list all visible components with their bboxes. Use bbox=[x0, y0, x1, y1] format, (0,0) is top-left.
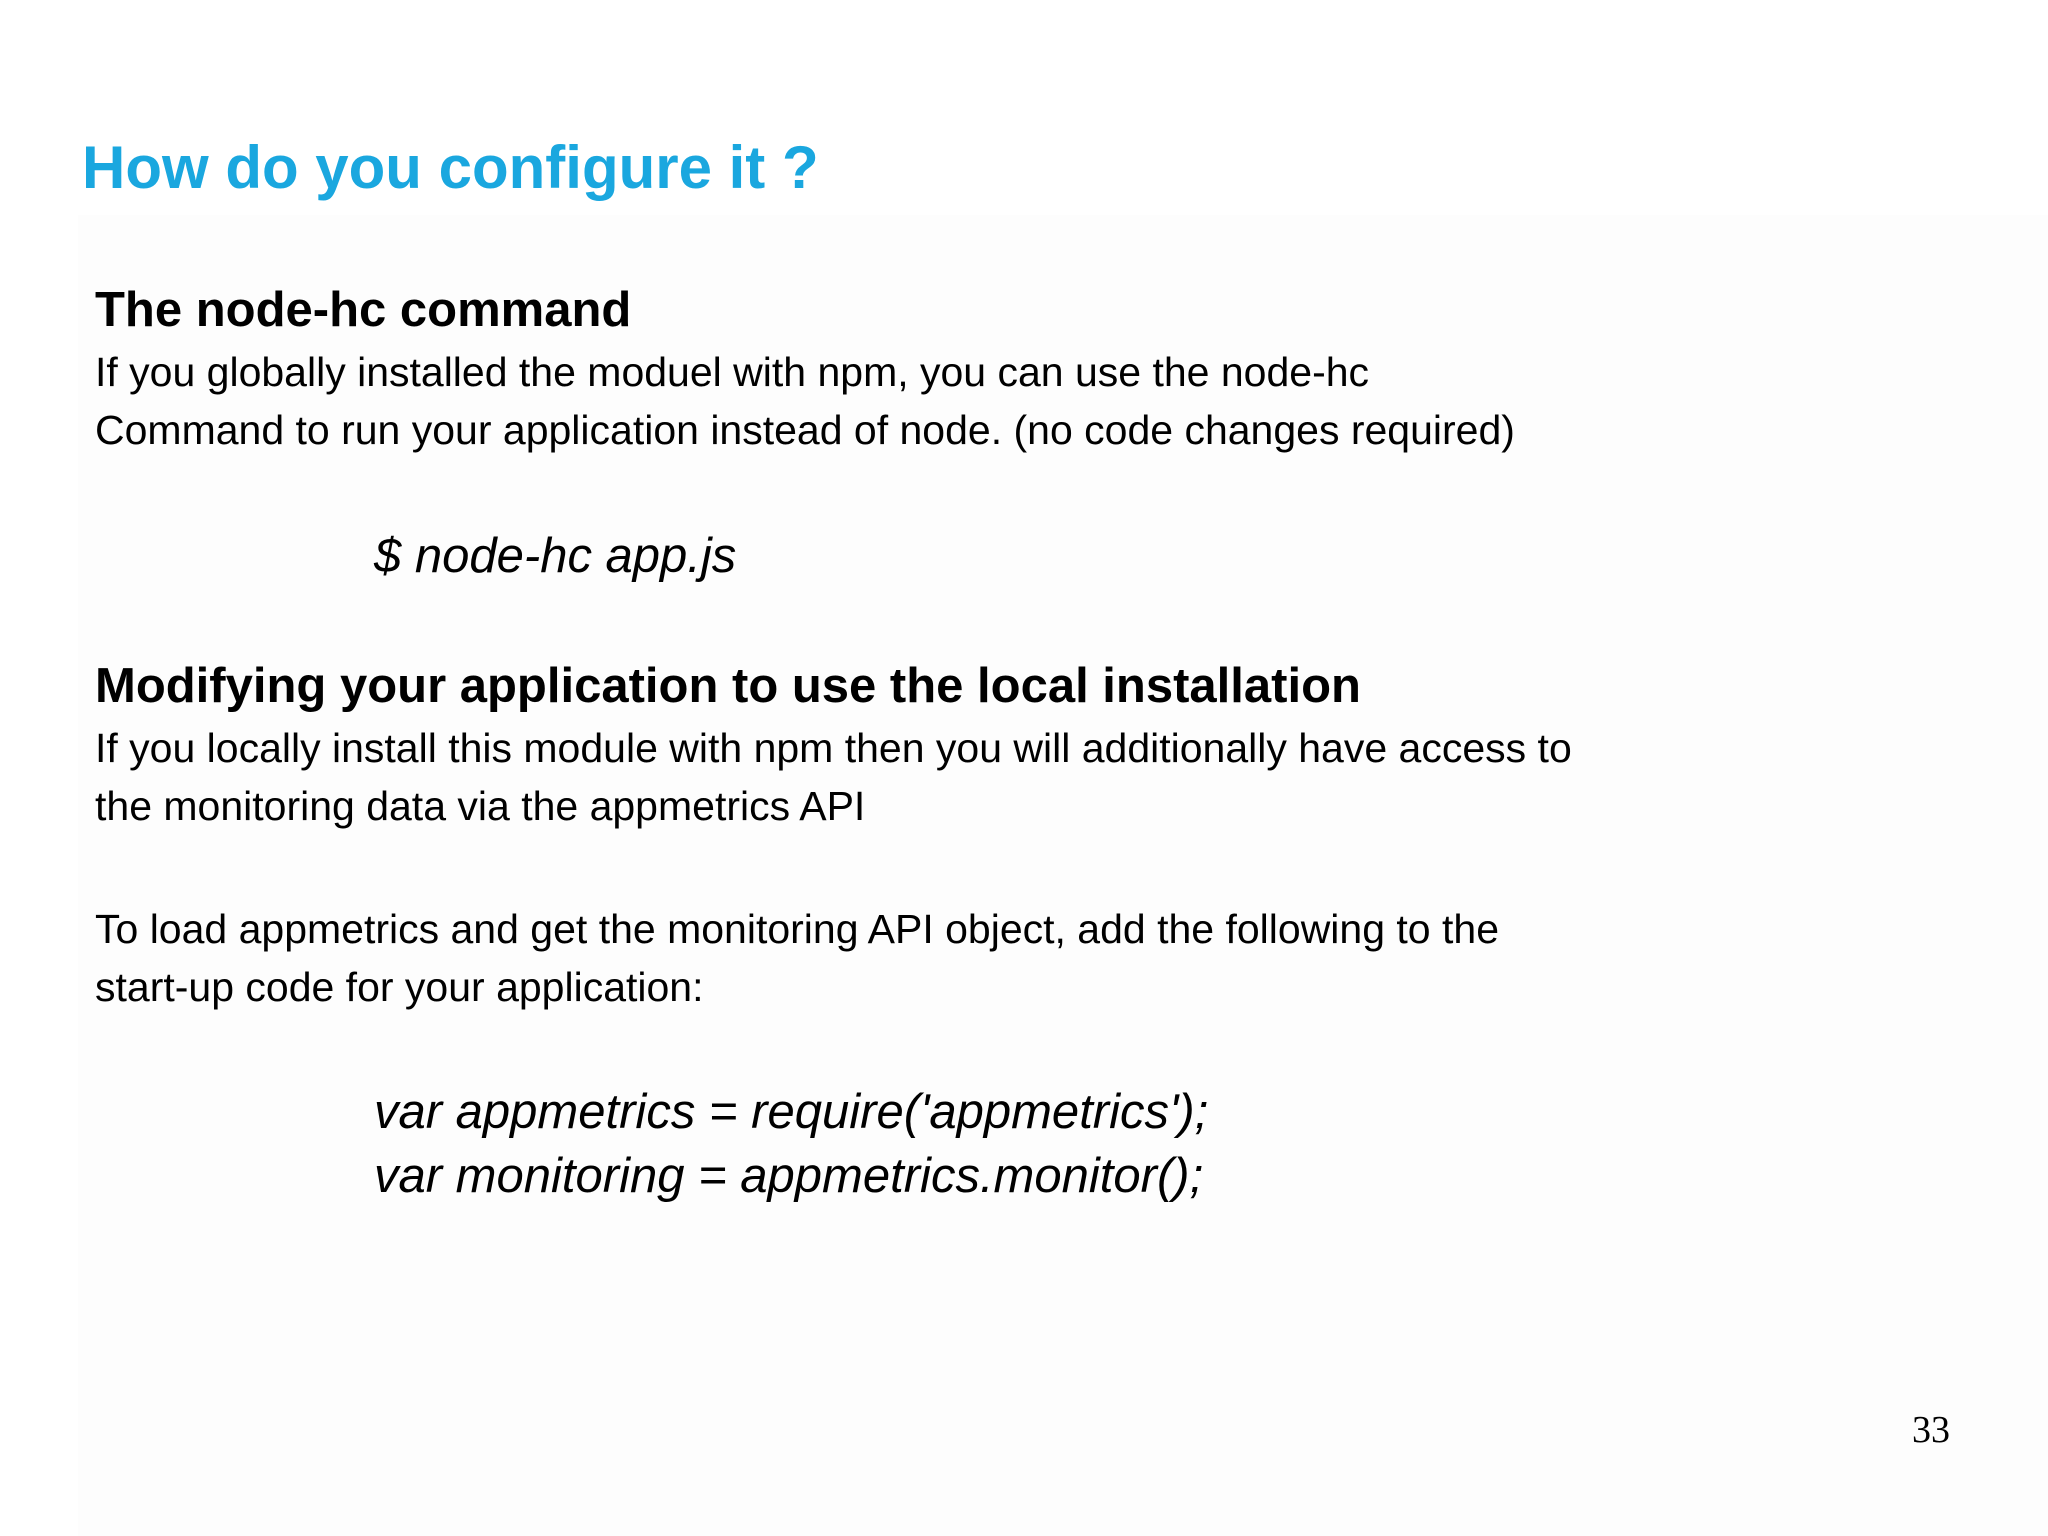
code-line: $ node-hc app.js bbox=[374, 529, 737, 583]
page-number: 33 bbox=[1912, 1409, 1950, 1451]
slide-title: How do you configure it ? bbox=[82, 134, 819, 201]
paragraph-line: the monitoring data via the appmetrics API bbox=[95, 783, 866, 829]
code-line: var appmetrics = require('appmetrics'); bbox=[374, 1085, 1209, 1139]
section-heading-node-hc: The node-hc command bbox=[95, 283, 632, 337]
paragraph-line: If you locally install this module with npm then you will additionally have access to bbox=[95, 725, 1572, 771]
paragraph-line: Command to run your application instead of node. (no code changes required) bbox=[95, 407, 1515, 453]
code-appmetrics-snippet bbox=[374, 1080, 1208, 1208]
paragraph-node-hc bbox=[95, 343, 1515, 459]
code-node-hc-command bbox=[374, 524, 736, 588]
paragraph-line: If you globally installed the moduel with npm, you can use the node-hc bbox=[95, 349, 1370, 395]
paragraph-line: start-up code for your application: bbox=[95, 964, 704, 1010]
paragraph-local-install bbox=[95, 719, 1572, 835]
section-heading-local-installation: Modifying your application to use the local installation bbox=[95, 659, 1361, 713]
paragraph-line: To load appmetrics and get the monitoring API object, add the following to the bbox=[95, 906, 1499, 952]
paragraph-load-appmetrics bbox=[95, 900, 1499, 1016]
code-line: var monitoring = appmetrics.monitor(); bbox=[374, 1149, 1204, 1203]
